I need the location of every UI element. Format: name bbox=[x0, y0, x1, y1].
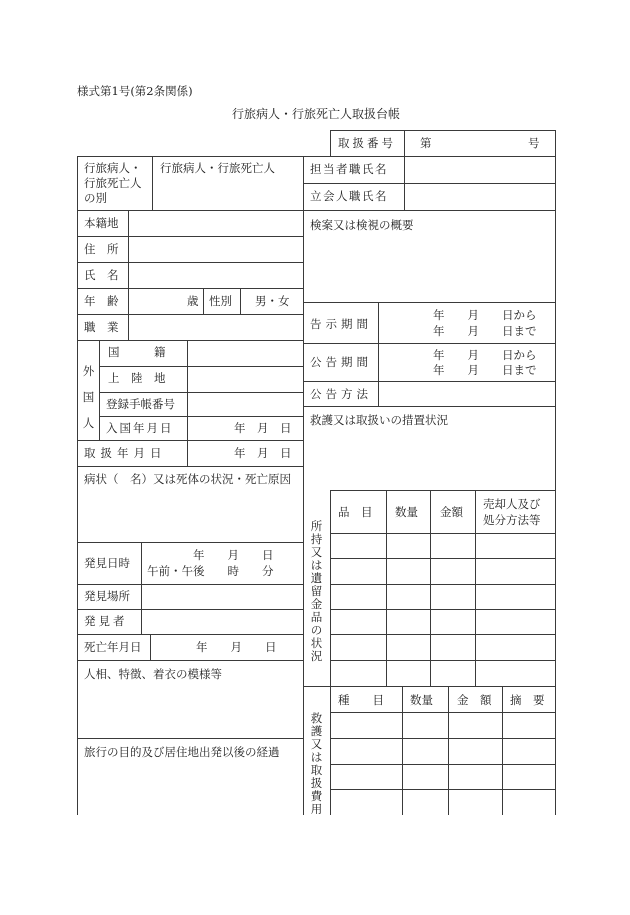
expenses-type-header: 種 目 bbox=[338, 693, 384, 707]
table-line bbox=[330, 490, 556, 491]
table-line bbox=[77, 262, 303, 263]
table-line bbox=[330, 584, 556, 585]
table-line bbox=[475, 490, 476, 686]
public-notice-period-to: 年 月 日まで bbox=[433, 363, 537, 377]
appearance-label: 人相、特徴、着衣の模様等 bbox=[84, 667, 222, 681]
table-line bbox=[303, 183, 556, 184]
address-label: 住 所 bbox=[84, 242, 119, 256]
expenses-label: 救護又は取扱費用 bbox=[310, 711, 323, 816]
table-line bbox=[303, 381, 556, 382]
table-line bbox=[386, 490, 387, 686]
table-line bbox=[378, 302, 379, 406]
table-line bbox=[555, 156, 556, 815]
table-line bbox=[330, 130, 331, 156]
distinction-label-1: 行旅病人・ bbox=[84, 161, 142, 175]
table-line bbox=[303, 210, 556, 211]
table-line bbox=[99, 416, 303, 417]
table-line bbox=[77, 660, 303, 661]
public-notice-method-label: 公告方法 bbox=[310, 387, 372, 401]
disease-status-label: 病状（ 名）又は死体の状況・死亡原因 bbox=[84, 472, 291, 486]
style-number: 様式第1号(第2条関係) bbox=[77, 84, 193, 98]
table-line bbox=[128, 210, 129, 340]
entry-date-units: 年 月 日 bbox=[234, 421, 292, 435]
table-line bbox=[330, 712, 556, 713]
table-line bbox=[77, 738, 303, 739]
expenses-summary-header: 摘 要 bbox=[510, 693, 545, 707]
table-line bbox=[203, 288, 204, 314]
table-line bbox=[77, 236, 303, 237]
name-label: 氏 名 bbox=[84, 268, 119, 282]
table-line bbox=[77, 609, 303, 610]
table-line bbox=[99, 340, 100, 440]
table-line bbox=[402, 686, 403, 815]
distinction-label-2: 行旅死亡人 bbox=[84, 176, 142, 190]
belongings-item-header: 品 目 bbox=[338, 505, 373, 519]
table-line bbox=[77, 156, 78, 815]
occupation-label: 職 業 bbox=[84, 320, 119, 334]
table-line bbox=[330, 789, 556, 790]
table-line bbox=[555, 130, 556, 156]
table-line bbox=[77, 584, 303, 585]
table-line bbox=[99, 392, 303, 393]
discovery-datetime-label: 発見日時 bbox=[84, 556, 130, 570]
inspection-label: 検案又は検視の概要 bbox=[310, 218, 414, 232]
registration-number-label: 登録手帳番号 bbox=[106, 397, 175, 411]
table-line bbox=[152, 156, 153, 210]
death-date-units: 年 月 日 bbox=[196, 640, 277, 654]
distinction-label-3: の別 bbox=[84, 191, 107, 205]
nationality-label: 国 籍 bbox=[108, 345, 166, 359]
table-line bbox=[141, 542, 142, 584]
handling-date-units: 年 月 日 bbox=[234, 446, 292, 460]
sex-options: 男・女 bbox=[255, 294, 290, 308]
sex-label: 性別 bbox=[209, 294, 232, 308]
table-line bbox=[330, 533, 556, 534]
belongings-disposal-header-2: 処分方法等 bbox=[483, 513, 541, 527]
discoverer-label: 発見者 bbox=[84, 614, 128, 628]
table-line bbox=[330, 764, 556, 765]
travel-purpose-label: 旅行の目的及び居住地出発以後の経過 bbox=[84, 745, 280, 759]
number-prefix: 第 bbox=[420, 136, 432, 150]
table-line bbox=[150, 634, 151, 660]
age-label: 年 齢 bbox=[84, 294, 119, 308]
table-line bbox=[77, 542, 303, 543]
form-title: 行旅病人・行旅死亡人取扱台帳 bbox=[232, 107, 401, 121]
table-line bbox=[303, 406, 556, 407]
discovery-place-label: 発見場所 bbox=[84, 589, 130, 603]
table-line bbox=[448, 686, 449, 815]
table-line bbox=[187, 340, 188, 440]
table-line bbox=[330, 686, 331, 815]
landing-place-label: 上 陸 地 bbox=[108, 371, 166, 385]
notice-period-label: 告示期間 bbox=[310, 317, 372, 331]
belongings-amount-header: 金額 bbox=[440, 505, 463, 519]
table-line bbox=[187, 440, 188, 466]
table-line bbox=[330, 660, 556, 661]
belongings-quantity-header: 数量 bbox=[395, 505, 418, 519]
expenses-amount-header: 金 額 bbox=[457, 693, 492, 707]
table-line bbox=[330, 490, 331, 686]
handling-number-label: 取扱番号 bbox=[338, 136, 396, 150]
officer-name-label: 担当者職氏名 bbox=[310, 162, 388, 176]
rescue-status-label: 救護又は取扱いの措置状況 bbox=[310, 413, 448, 427]
witness-name-label: 立会人職氏名 bbox=[310, 189, 388, 203]
table-line bbox=[303, 686, 556, 687]
foreigner-label: 外国人 bbox=[82, 364, 95, 430]
belongings-label: 所持又は遺留金品の状況 bbox=[310, 519, 323, 663]
table-line bbox=[77, 340, 303, 341]
distinction-value: 行旅病人・行旅死亡人 bbox=[160, 161, 275, 175]
table-line bbox=[240, 288, 241, 314]
entry-date-label: 入国年月日 bbox=[106, 421, 174, 435]
table-line bbox=[77, 210, 303, 211]
table-line bbox=[99, 366, 303, 367]
expenses-quantity-header: 数量 bbox=[410, 693, 433, 707]
age-unit: 歳 bbox=[187, 294, 199, 308]
table-line bbox=[330, 634, 556, 635]
table-line bbox=[502, 686, 503, 815]
table-line bbox=[330, 738, 556, 739]
table-line bbox=[303, 156, 304, 815]
discovery-time-units: 午前・午後 時 分 bbox=[147, 564, 274, 578]
table-line bbox=[330, 130, 556, 131]
public-notice-period-label: 公告期間 bbox=[310, 355, 372, 369]
table-line bbox=[303, 343, 556, 344]
table-line bbox=[77, 156, 556, 157]
notice-period-from: 年 月 日から bbox=[433, 308, 537, 322]
number-suffix: 号 bbox=[528, 136, 540, 150]
table-line bbox=[77, 466, 303, 467]
death-date-label: 死亡年月日 bbox=[84, 640, 142, 654]
table-line bbox=[430, 490, 431, 686]
table-line bbox=[77, 634, 303, 635]
table-line bbox=[330, 609, 556, 610]
handling-date-label: 取扱年月日 bbox=[84, 446, 167, 460]
notice-period-to: 年 月 日まで bbox=[433, 324, 537, 338]
public-notice-period-from: 年 月 日から bbox=[433, 348, 537, 362]
table-line bbox=[77, 314, 303, 315]
domicile-label: 本籍地 bbox=[84, 216, 119, 230]
table-line bbox=[77, 288, 303, 289]
belongings-disposal-header-1: 売却人及び bbox=[483, 497, 541, 511]
table-line bbox=[77, 440, 303, 441]
table-line bbox=[303, 302, 556, 303]
discovery-date-units: 年 月 日 bbox=[193, 548, 274, 562]
table-line bbox=[330, 558, 556, 559]
table-line bbox=[404, 130, 405, 156]
